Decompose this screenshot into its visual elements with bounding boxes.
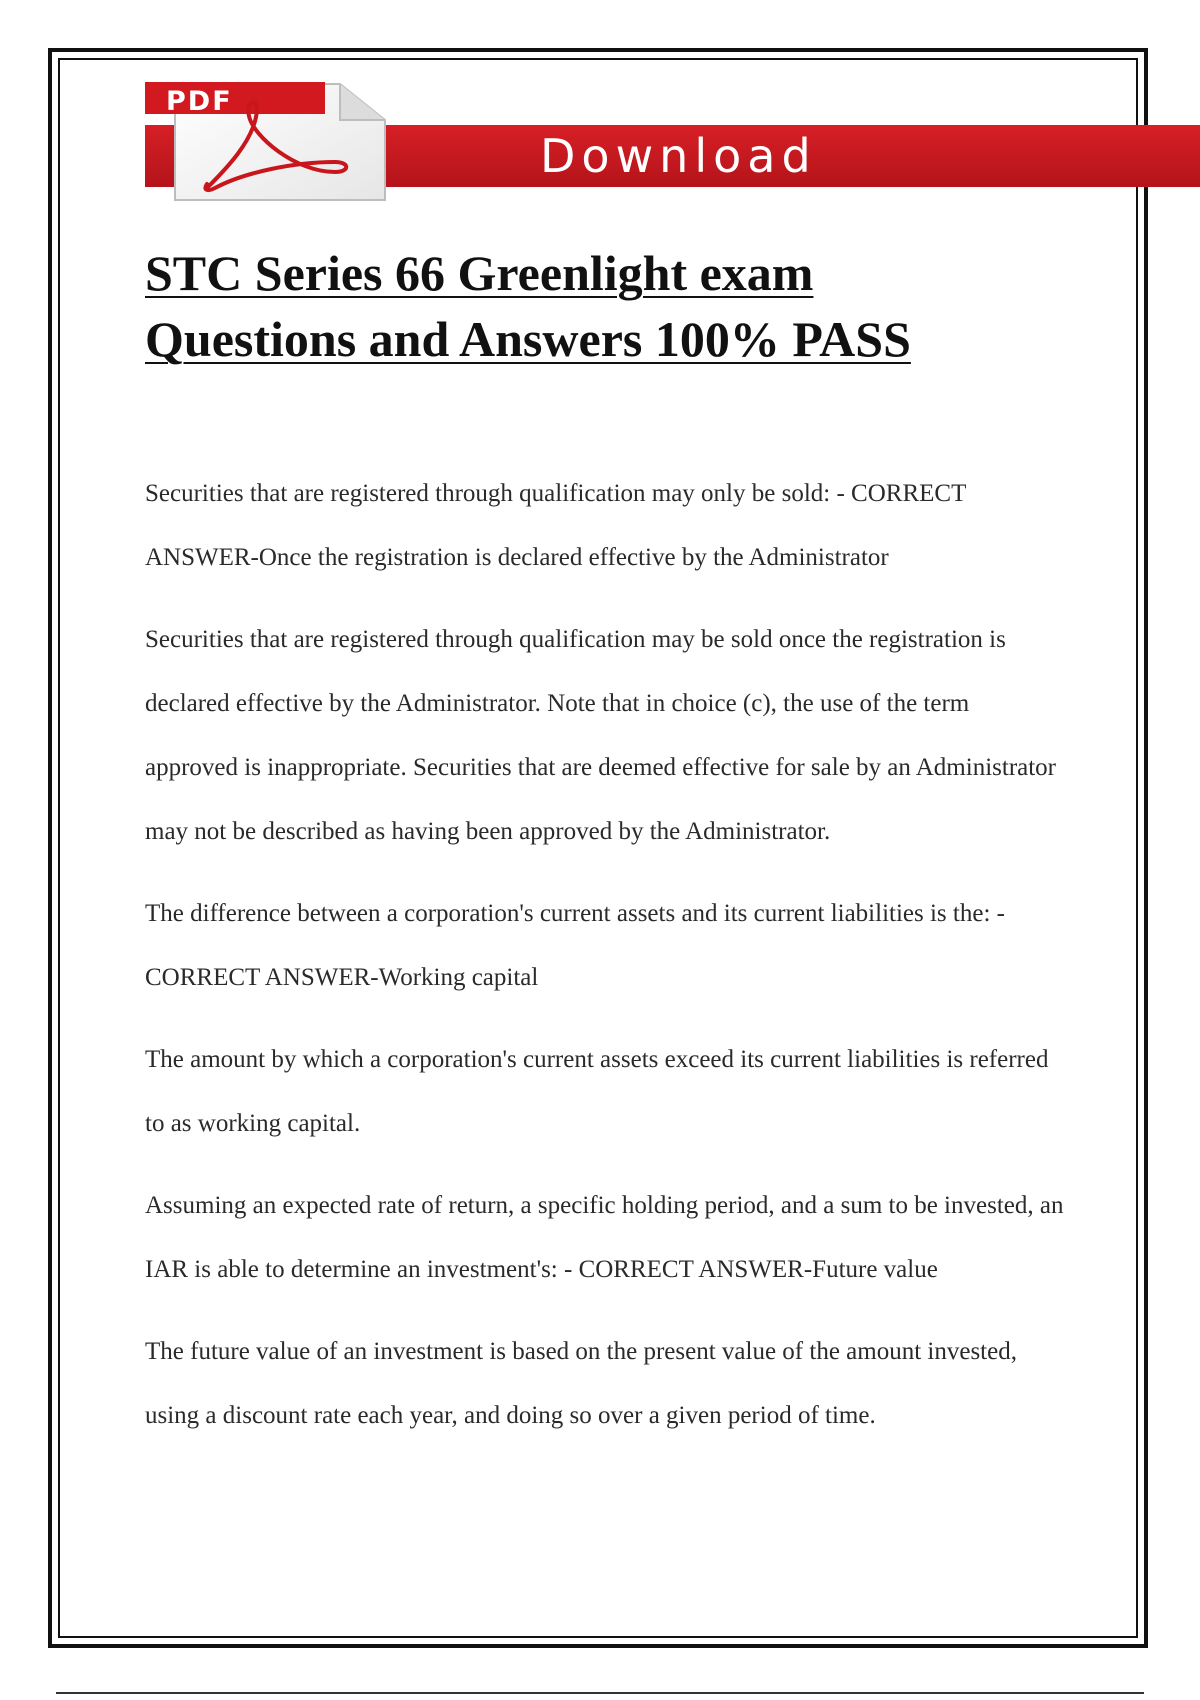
arrow-down-icon[interactable] [1195,133,1200,181]
title-line-2: Questions and Answers 100% PASS [145,311,911,367]
explanation-2: The amount by which a corporation's current assets exceed its current liabilities is referred to as working capital. [145,1046,1049,1137]
pdf-label: PDF [166,86,233,117]
document-title [145,240,1105,372]
explanation-1: Securities that are registered through qualification may be sold once the registration is declared effective by the Administrator. Note that in choice (c), the use of the term approved is inappropriate. Securities that are deemed effective for sale by an Administrator may not be described as having been approved by the Administrator. [145,626,1057,845]
title-line-1: STC Series 66 Greenlight exam [145,245,814,301]
document-body [145,462,1065,1466]
question-3: Assuming an expected rate of return, a specific holding period, and a sum to be invested, an IAR is able to determine an investment's: - CORRECT ANSWER-Future value [145,1192,1064,1283]
download-label[interactable]: Download [540,129,817,183]
question-2: The difference between a corporation's current assets and its current liabilities is the: - CORRECT ANSWER-Working capital [145,900,1005,991]
footer-rule [56,1692,1144,1694]
explanation-3: The future value of an investment is based on the present value of the amount invested, using a discount rate each year, and doing so over a given period of time. [145,1338,1017,1429]
question-1: Securities that are registered through qualification may only be sold: - CORRECT ANSWER-Once the registration is declared effective by the Administrator [145,480,966,571]
